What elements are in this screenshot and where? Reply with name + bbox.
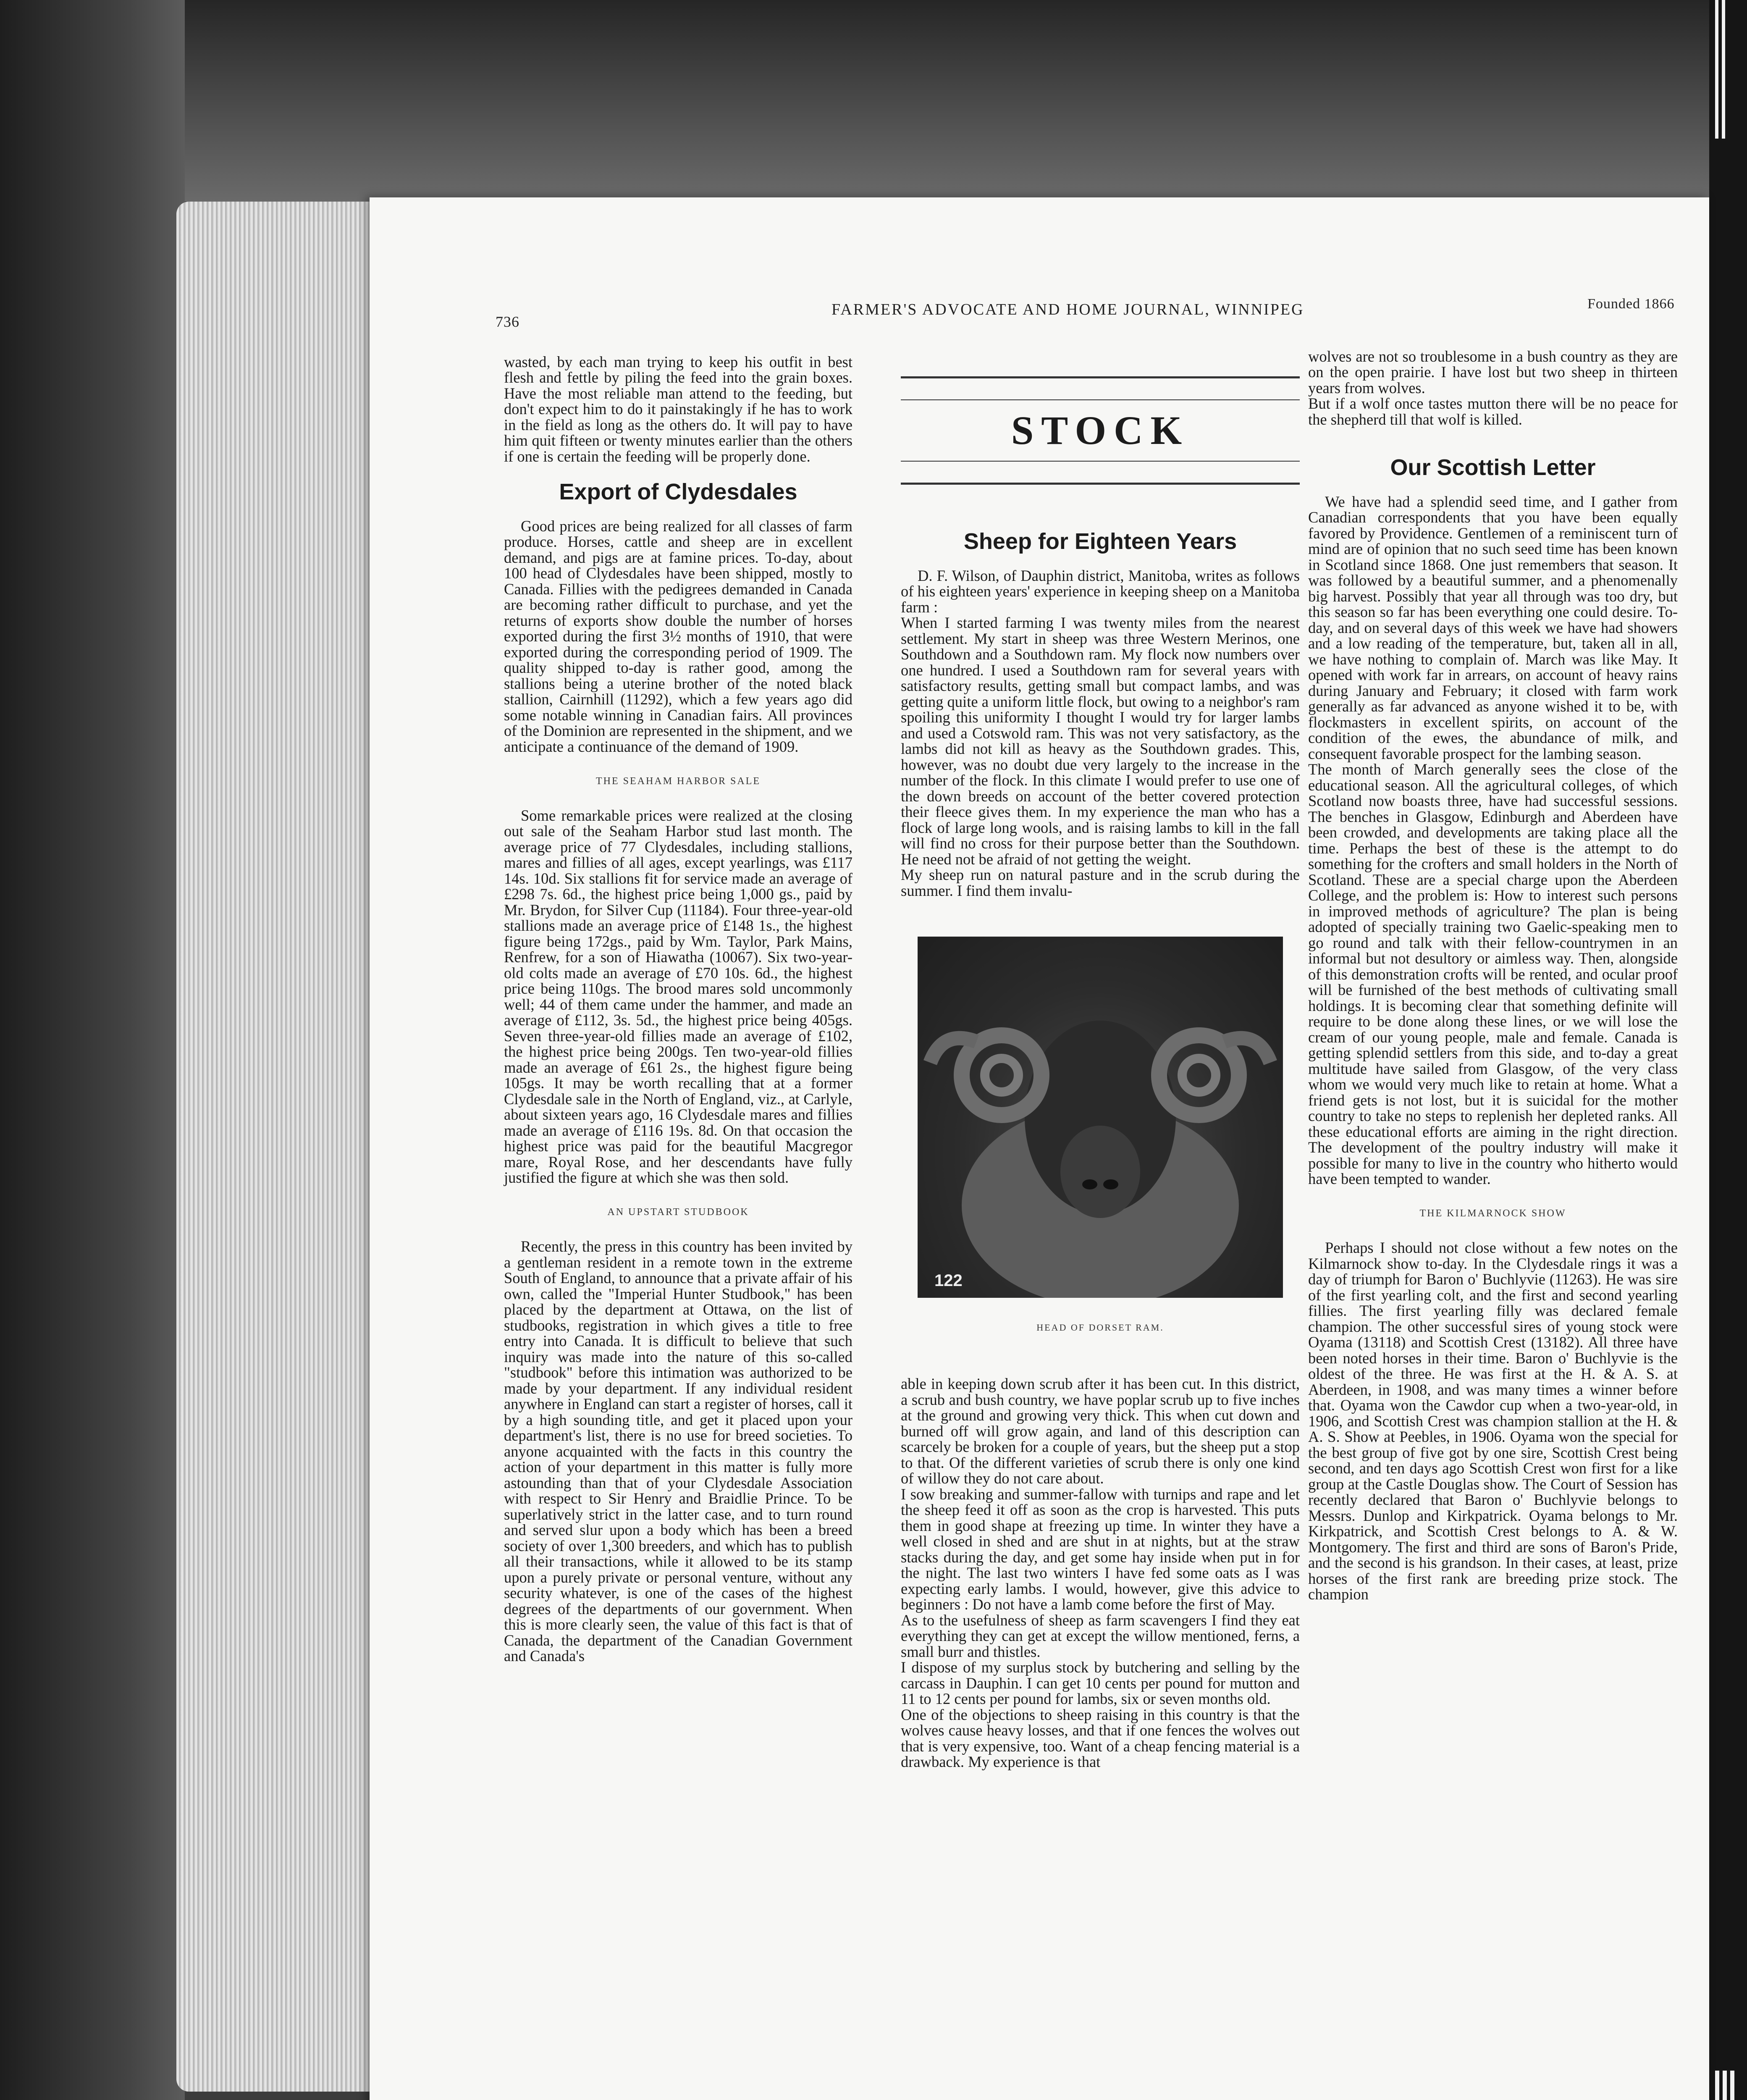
heading-our-scottish-letter: Our Scottish Letter [1390, 454, 1596, 480]
column-3 [1308, 333, 1678, 1618]
section-title: STOCK [1011, 408, 1190, 453]
page-number: 736 [496, 313, 519, 330]
heading-seaham-harbor-sale: THE SEAHAM HARBOR SALE [595, 775, 761, 787]
scan-background-left [0, 0, 185, 2100]
scottish-body: We have had a splendid seed time, and I gather from Canadian correspondents that you have been equally favored by Providence. Gentlemen of a reminiscent turn of mind are of opinion that no such seed time has been known in Scotland since 1868. One just remembers that season. It was followed by a beautiful summer, and a phenomenally big harvest. Possibly that year all through was too dry, but this season so far has been everything one could desire. To-day, and on several days of this week we have had showers and a low reading of the temperature, but, taken all in all, we have nothing to complain of. March was like May. It opened with work far in arrears, on account of heavy rains during January and February; it closed with farm work generally as far advanced as anyone wished it to be, with flockmasters in excellent spirits, on account of the condition of the ewes, the abundance of milk, and consequent favorable prospect for the lambing season. The month of March generally sees the close of the educational season. All the agricultural colleges, of which Scotland now boasts three, have had successful sessions. The benches in Glasgow, Edinburgh and Aberdeen have been crowded, and developments are taking place all the time. Perhaps the best of these is the attempt to do something for the crofters and small holders in the North of Scotland. These are a special charge upon the Aberdeen College, and the problem is: How to interest such persons in improved methods of agriculture? The plan is being adopted of specially training two Gaelic-speaking men to go round and talk with their fellow-countrymen in an informal but not desultory or aimless way. Then, alongside of this demonstration crofts will be rented, and ocular proof will be furnished of the best methods of cultivating small holdings. It is becoming clear that something definite will require to be done along these lines, or we will lose the cream of our young people, male and female. Canada is getting splendid settlers from this side, and to-day a great multitude have sailed from Glasgow, of the very class whom we would very much like to retain at home. What a friend gets is not lost, but it is suicidal for the mother country to take no steps to replenish her depleted ranks. All these educational efforts are aiming in the right direction. The development of the poultry industry will make it possible for many to live in the country who hitherto would have been tempted to wander. [1308, 493, 1678, 1187]
scan-background-top [0, 0, 1747, 202]
newspaper-page [370, 197, 1709, 2100]
seaham-body: Some remarkable prices were realized at the closing out sale of the Seaham Harbor stud last month. The average price of 77 Clydesdales, including stallions, mares and fillies of all ages, except yearlings, was £117 14s. 10d. Six stallions fit for service made an average of £298 7s. 6d., the highest price being 1,000 gs., paid by Mr. Brydon, for Silver Cup (11184). Four three-year-old stallions made an average price of £148 1s., the highest figure being 172gs., paid by Wm. Taylor, Park Mains, Renfrew, for a son of Hiawatha (10067). Six two-year-old colts made an average of £70 10s. 6d., the highest price being 110gs. The brood mares sold uncommonly well; 44 of them came under the hammer, and made an average of £112, 3s. 5d., the highest price being 405gs. Seven three-year-old fillies made an average of £102, the highest price being 200gs. Ten two-year-old fillies made an average of £61 2s., the highest figure being 105gs. It may be worth recalling that at a former Clydesdale sale in the North of England, viz., at Carlyle, about sixteen years ago, 16 Clydesdale mares and fillies made an average of £116 19s. 8d. On that occasion the highest price was paid for the beautiful Macgregor mare, Royal Rose, and her descendants have fully justified the figure at which she was then sold. [504, 806, 853, 1186]
article-continuation: wasted, by each man trying to keep his outfit in best flesh and fettle by piling the feed into the grain boxes. Have the most reliable man attend to the feeding, but don't expect him to do it painstakingly if he has to work in the field as long as the others do. It will pay to have him quit fifteen or twenty minutes earlier than the others if one is certain the feeding will be properly done. [504, 353, 853, 465]
sheep-body-top: D. F. Wilson, of Dauphin district, Manitoba, writes as follows of his eighteen years' experience in keeping sheep on a Manitoba farm : When I started farming I was twenty miles from the nearest settlement. My start in sheep was three Western Merinos, one Southdown and a Southdown ram. My flock now numbers over one hundred. I used a Southdown ram for several years with satisfactory results, getting small but compact lambs, and was getting quite a uniform little flock, but owing to a neighbor's ram spoiling this uniformity I thought I would try for larger lambs and used a Cotswold ram. This was not very satisfactory, as the lambs did not kill as heavy as the Southdown grades. This, however, was no doubt due very largely to the increase in the number of the flock. In this climate I would prefer to use one of the down breeds on account of the better covered protection their fleece gives them. In my experience the man who has a flock of large long wools, and is raising lambs to kill in the fall will find no cross for their purpose better than the Southdown. He need not be afraid of not getting the weight. My sheep run on natural pasture and in the scrub during the summer. I find them invalu- [901, 567, 1300, 899]
studbook-body: Recently, the press in this country has been invited by a gentleman resident in a remote town in the extreme South of England, to announce that a private affair of his own, called the "Imperial Hunter Studbook," has been placed by the department at Ottawa, on the list of studbooks, registration in which gives a title to free entry into Canada. It is difficult to believe that such inquiry was made into the nature of this so-called "studbook" before this intimation was authorized to be made by your department. If any individual resident anywhere in England can start a register of horses, call it by a high sounding title, and get it placed upon your department's list, there is no use for breed societies. To anyone acquainted with the facts in this country the action of your department in this matter is fully more astounding than that of your Clydesdale Association with respect to Sir Henry and Braidlie Prince. To be superlatively strict in the latter case, and to turn round and served slur upon a body which has been a breed society of over 1,300 breeders, and which has to publish all their transactions, while it allowed to be its stamp upon a purely private or personal venture, without any security whatever, is one of the cases of the highest degrees of the departments of our government. When this is more clearly seen, the value of this fact is that of Canada, the department of the Canadian Government and Canada's [504, 1238, 853, 1664]
book-page-edges [176, 202, 382, 2092]
sheep-body-bottom: able in keeping down scrub after it has been cut. In this district, a scrub and bush country, we have poplar scrub up to five inches at the ground and growing very thick. This when cut down and burned off will grow again, and land of this description can scarcely be broken for a couple of years, but the sheep put a stop to that. Of the different varieties of scrub there is only one kind of willow they do not care about. I sow breaking and summer-fallow with turnips and rape and let the sheep feed it off as soon as the crop is harvested. This puts them in good shape at freezing up time. In winter they have a well closed in shed and are shut in at nights, but at the straw stacks during the day, and get some hay inside when put in for the night. The last two winters I have fed some oats as I was expecting early lambs. I would, however, give this advice to beginners : Do not have a lamb come before the first of May. As to the usefulness of sheep as farm scavengers I find they eat everything they can get at except the willow mentioned, ferns, a small burr and thistles. I dispose of my surplus stock by butchering and selling by the carcass in Dauphin. I can get 10 cents per pound for mutton and 11 to 12 cents per pound for lambs, six or seven months old. One of the objections to sheep raising in this country is that the wolves cause heavy losses, and that if one fences the wolves out that is very expensive, too. Want of a cheap fencing material is a drawback. My experience is that [901, 1375, 1300, 1770]
founded-note: Founded 1866 [1587, 296, 1675, 312]
figure-caption: HEAD OF DORSET RAM. [1036, 1322, 1164, 1333]
stock-section-banner [901, 358, 1300, 503]
running-title: FARMER'S ADVOCATE AND HOME JOURNAL, WINNIPEG [832, 301, 1304, 318]
column-1 [504, 338, 853, 1680]
heading-export-of-clydesdales: Export of Clydesdales [559, 479, 797, 504]
column-2 [901, 342, 1300, 1785]
sheep-continuation: wolves are not so troublesome in a bush country as they are on the open prairie. I have lost but two sheep in thirteen years from wolves. But if a wolf once tastes mutton there will be no peace for the shepherd till that wolf is killed. [1308, 347, 1678, 428]
ram-photograph [918, 937, 1283, 1298]
heading-upstart-studbook: AN UPSTART STUDBOOK [607, 1207, 749, 1218]
export-body: Good prices are being realized for all classes of farm produce. Horses, cattle and sheep are in excellent demand, and pigs are at famine prices. To-day, about 100 head of Clydesdales have been shipped, mostly to Canada. Fillies with the pedigrees demanded in Canada are becoming rather difficult to purchase, and yet the returns of exports show double the number of horses exported during the first 3½ months of 1910, that were exported during the corresponding period of 1909. The quality shipped to-day is rather good, among the stallions being a uterine brother of the noted black stallion, Cairnhill (11292), which a few years ago did some notable winning in Canadian fairs. All provinces of the Dominion are represented in the shipment, and we anticipate a continuance of the demand of 1909. [504, 517, 853, 755]
scan-right-strip [1709, 0, 1747, 2100]
kilmarnock-body: Perhaps I should not close without a few notes on the Kilmarnock show to-day. In the Clydesdale rings it was a day of triumph for Baron o' Buchlyvie (11263). He was sire of the first yearling colt, and the first and second yearling fillies. The first yearling filly was declared female champion. The other successful sires of young stock were Oyama (13118) and Scottish Crest (13182). All three have been noted horses in their time. Baron o' Buchlyvie is the oldest of the three. He was first at the H. & A. S. at Aberdeen, in 1908, and was many times a winner before that. Oyama won the Cawdor cup when a two-year-old, in 1906, and Scottish Crest was champion stallion at the H. & A. S. Show at Peebles, in 1906. Oyama won the special for the best group of five got by one sire, Scottish Crest being second, and ten days ago Scottish Crest won first for a like group at the Castle Douglas show. The Court of Session has recently declared that Baron o' Buchlyvie belongs to Messrs. Dunlop and Kirkpatrick. Oyama belongs to Mr. Kirkpatrick, and Scottish Crest belongs to A. & W. Montgomery. The first and third are sons of Baron's Pride, and the second is his grandson. In their cases, at least, prize horses of the first rank are breeding prize stock. The champion [1308, 1239, 1678, 1603]
heading-sheep-for-eighteen-years: Sheep for Eighteen Years [963, 528, 1237, 554]
figure-number: 122 [934, 1271, 963, 1290]
heading-kilmarnock-show: THE KILMARNOCK SHOW [1419, 1208, 1566, 1219]
ram-illustration [918, 937, 1283, 1298]
